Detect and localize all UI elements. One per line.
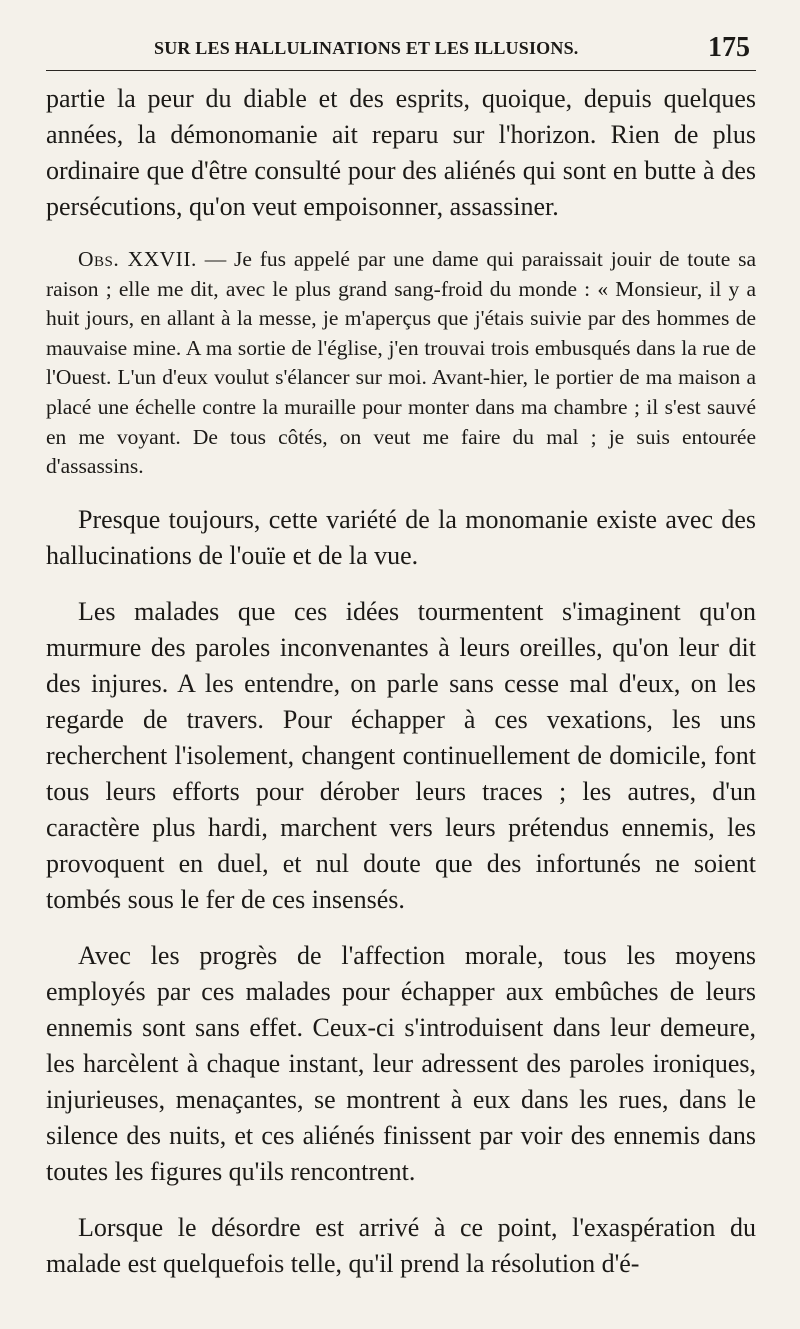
paragraph-monomanie: Presque toujours, cette variété de la monomanie existe avec des hallucinations de l'ouïe et de la vue. [46,504,756,570]
observation-paragraph [46,245,756,482]
paragraph-continuation: partie la peur du diable et des esprits, quoique, depuis quelques années, la démonomanie ait reparu sur l'horizon. Rien de plus ordinaire que d'être consulté pour des aliénés qui sont en butte à des persécutions, qu'on veut empoisonner, assassiner. [46,84,756,221]
paragraph-malades: Les malades que ces idées tourmentent s'imaginent qu'on murmure des paroles inconvenantes à leurs oreilles, qu'on leur dit des injures. A les entendre, on parle sans cesse mal d'eux, on les regarde de travers. Pour échapper à ces vexations, les uns recherchent l'isolement, changent continuellement de domicile, font tous leurs efforts pour dérober leurs traces ; les autres, d'un caractère plus hardi, marchent vers leurs prétendus ennemis, les provoquent en duel, et nul doute que des infortunés ne soient tombés sous le fer de ces insensés. [46,596,756,914]
paragraph-desordre: Lorsque le désordre est arrivé à ce point, l'exaspération du malade est quelquefois telle, qu'il prend la résolution d'é- [46,1212,756,1278]
page-header [46,30,756,71]
page-number: 175 [708,32,750,63]
observation-label: Obs. XXVII. [78,247,197,271]
running-head: SUR LES HALLULINATIONS ET LES ILLUSIONS. [154,38,579,58]
observation-text: — Je fus appelé par une dame qui paraissait jouir de toute sa raison ; elle me dit, avec le plus grand sang-froid du monde : « Monsieur, il y a huit jours, en allant à la messe, je m'aperçus que j'étais suivie par des hommes de mauvaise mine. A ma sortie de l'église, j'en trouvai trois embusqués dans la rue de l'Ouest. L'un d'eux voulut s'élancer sur moi. Avant-hier, le portier de ma maison a placé une échelle contre la muraille pour monter dans ma chambre ; il s'est sauvé en me voyant. De tous côtés, on veut me faire du mal ; je suis entourée d'assassins. [46,247,756,479]
paragraph-progres: Avec les progrès de l'affection morale, tous les moyens employés par ces malades pour échapper aux embûches de leurs ennemis sont sans effet. Ceux-ci s'introduisent dans leur demeure, les harcèlent à chaque instant, leur adressent des paroles ironiques, injurieuses, menaçantes, se montrent à eux dans les rues, dans le silence des nuits, et ces aliénés finissent par voir des ennemis dans toutes les figures qu'ils rencontrent. [46,940,756,1186]
